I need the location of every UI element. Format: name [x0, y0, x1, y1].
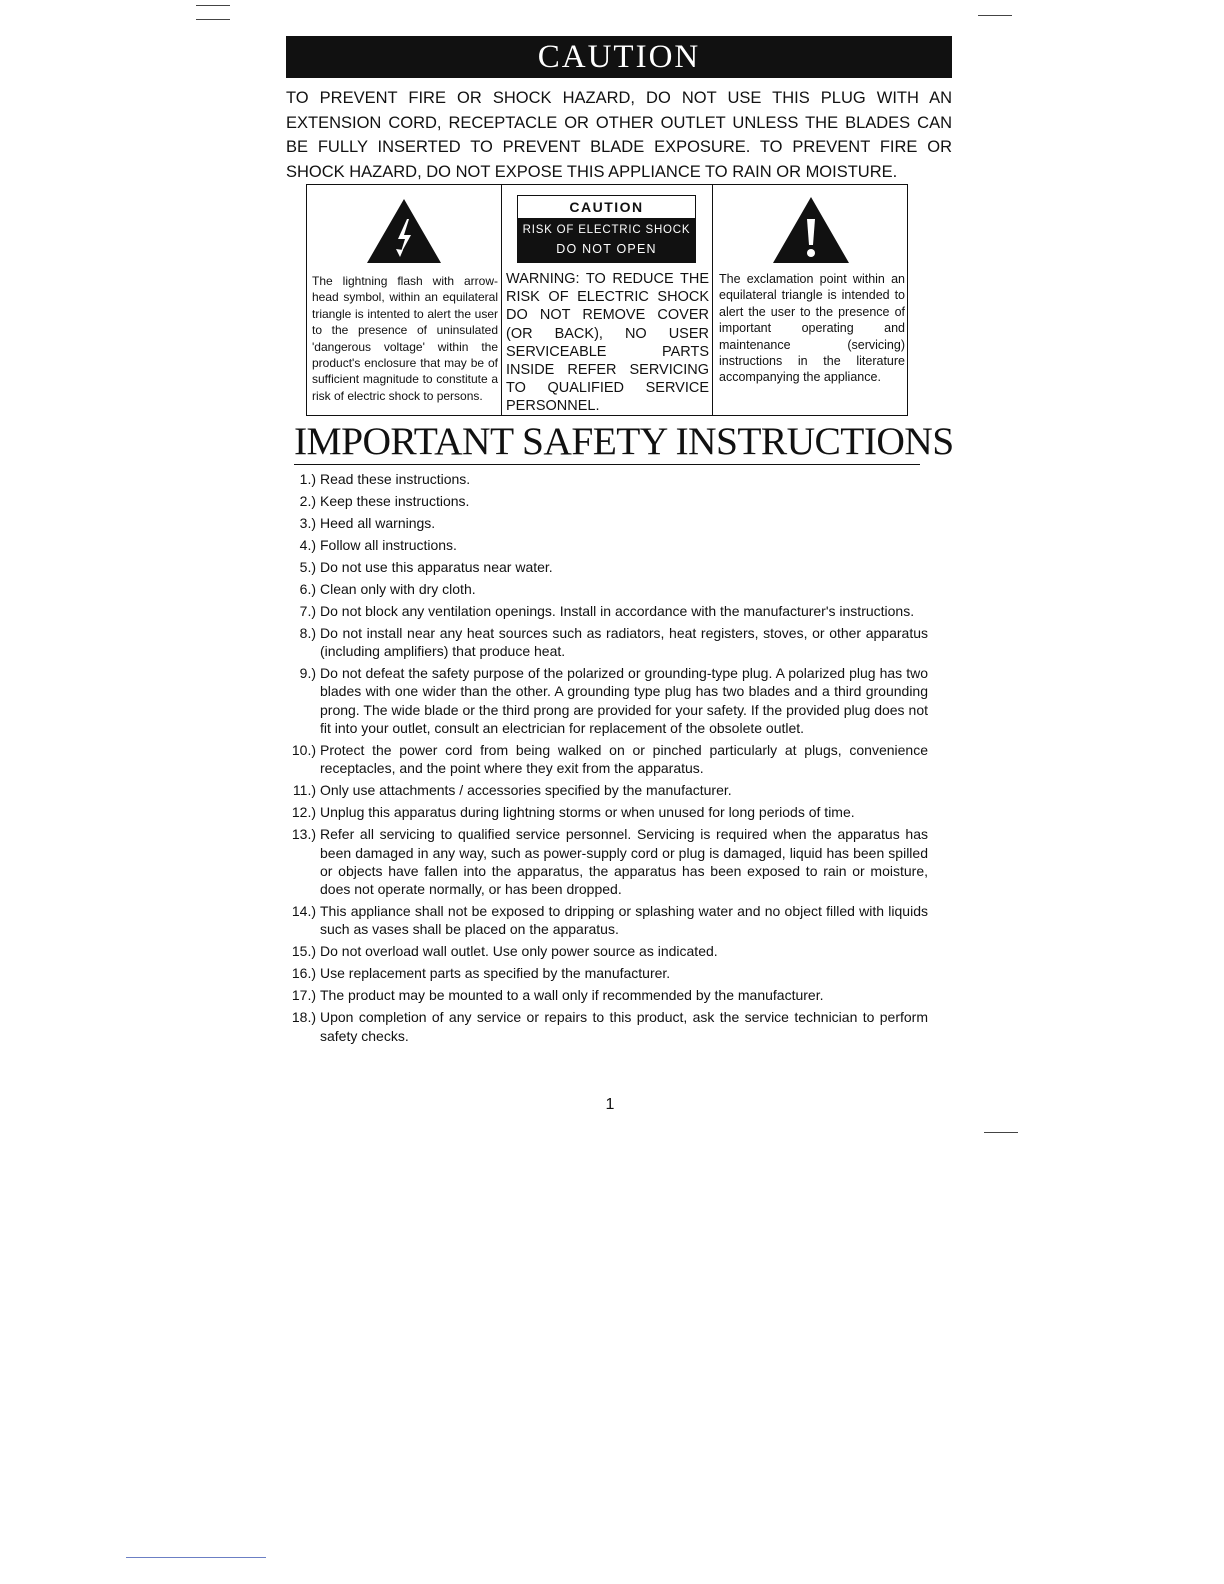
instruction-text: Unplug this apparatus during lightning storms or when unused for long periods of time. [320, 804, 855, 821]
instruction-item [286, 942, 928, 960]
caution-label-line2: DO NOT OPEN [556, 242, 657, 256]
scan-mark [978, 15, 1012, 16]
instruction-text: Refer all servicing to qualified service personnel. Servicing is required when the apparatus has been damaged in any way, such as power-supply cord or plug is damaged, liquid has been spilled or objects have fallen into the apparatus, the apparatus has been exposed to rain or moisture, does not operate normally, or has been dropped. [320, 826, 928, 898]
instruction-item [286, 781, 928, 799]
instruction-item [286, 624, 928, 661]
exclamation-symbol-panel [713, 185, 907, 415]
instruction-text: Keep these instructions. [320, 492, 470, 509]
instruction-text: Protect the power cord from being walked on or pinched particularly at plugs, convenience receptacles, and the point where they exit from the apparatus. [320, 742, 928, 777]
shock-warning-text: WARNING: TO REDUCE THE RISK OF ELECTRIC SHOCK DO NOT REMOVE COVER (OR BACK), NO USER SERVICEABLE PARTS INSIDE REFER SERVICING TO QUALIFIED SERVICE PERSONNEL. [506, 271, 709, 415]
caution-label-line1: RISK OF ELECTRIC SHOCK [522, 224, 691, 236]
instruction-number: 17.) [291, 987, 316, 1004]
instruction-text: Do not install near any heat sources such as radiators, heat registers, stoves, or other apparatus (including amplifiers) that produce heat. [320, 624, 928, 660]
instruction-number: 10.) [291, 742, 316, 759]
instruction-text: The product may be mounted to a wall only if recommended by the manufacturer. [320, 987, 824, 1004]
instruction-number: 16.) [291, 965, 316, 982]
instruction-text: Upon completion of any service or repairs to this product, ask the service technician to perform safety checks. [320, 1009, 928, 1044]
instruction-text: Heed all warnings. [320, 514, 436, 531]
instruction-text: Do not defeat the safety purpose of the polarized or grounding-type plug. A polarized plug has two blades with one wider than the other. A grounding type plug has two blades and a third grounding prong. The wide blade or the third prong are provided for your safety. If the provided plug does not fit into your outlet, consult an electrician for replacement of the obsolete outlet. [320, 665, 928, 737]
instruction-number: 14.) [291, 903, 316, 920]
scan-mark [196, 5, 230, 6]
instruction-number: 13.) [291, 826, 316, 843]
instruction-number: 18.) [291, 1009, 316, 1026]
caution-label-title: CAUTION [569, 199, 644, 215]
instruction-item [286, 803, 928, 821]
warning-paragraph: TO PREVENT FIRE OR SHOCK HAZARD, DO NOT USE THIS PLUG WITH AN EXTENSION CORD, RECEPTACLE OR OTHER OUTLET UNLESS THE BLADES CAN BE FULLY INSERTED TO PREVENT BLADE EXPOSURE. TO PREVENT FIRE OR SHOCK HAZARD, DO NOT EXPOSE THIS APPLIANCE TO RAIN OR MOISTURE. [286, 89, 952, 181]
instruction-text: This appliance shall not be exposed to dripping or splashing water and no object filled with liquids such as vases shall be placed on the apparatus. [320, 903, 928, 938]
instruction-item [286, 986, 928, 1004]
exclamation-warning-triangle-icon [771, 195, 851, 265]
instruction-text: Follow all instructions. [320, 536, 457, 553]
instruction-number: 8.) [299, 624, 316, 641]
instruction-item [286, 580, 928, 598]
caution-label [517, 195, 696, 263]
instruction-item [286, 602, 928, 620]
safety-instructions-list [286, 470, 928, 1049]
instruction-number: 3.) [299, 514, 316, 531]
caution-banner: CAUTION [286, 36, 952, 78]
instruction-number: 15.) [291, 943, 316, 960]
lightning-symbol-description: The lightning flash with arrow-head symbol, within an equilateral triangle is intented to alert the user to the presence of uninsulated 'dangerous voltage' within the product's enclosure that may be of sufficient magnitude to constitute a risk of electric shock to persons. [312, 274, 498, 403]
instruction-number: 2.) [299, 492, 316, 509]
instruction-item [286, 1008, 928, 1045]
instruction-text: Clean only with dry cloth. [320, 580, 476, 597]
instruction-text: Use replacement parts as specified by the manufacturer. [320, 965, 671, 982]
safety-symbols-box [306, 184, 908, 416]
instruction-item [286, 825, 928, 898]
scan-mark [984, 1132, 1018, 1133]
instruction-number: 7.) [299, 602, 316, 619]
page-number: 1 [605, 1096, 615, 1113]
instruction-text: Do not block any ventilation openings. Install in accordance with the manufacturer's instructions. [320, 602, 915, 619]
page-title: IMPORTANT SAFETY INSTRUCTIONS [294, 419, 954, 463]
instruction-item [286, 536, 928, 554]
instruction-text: Only use attachments / accessories specified by the manufacturer. [320, 782, 732, 799]
instruction-number: 5.) [299, 558, 316, 575]
instruction-item [286, 514, 928, 532]
instruction-item [286, 741, 928, 778]
instruction-number: 12.) [291, 804, 316, 821]
lightning-warning-triangle-icon [365, 197, 443, 265]
scan-mark [196, 19, 230, 20]
instruction-number: 11.) [292, 782, 316, 799]
instruction-number: 6.) [299, 580, 316, 597]
instruction-number: 1.) [299, 471, 316, 487]
lightning-symbol-panel [307, 185, 502, 415]
exclamation-symbol-description: The exclamation point within an equilateral triangle is intended to alert the user to the presence of important operating and maintenance (servicing) instructions in the literature accompanying the appliance. [719, 272, 905, 385]
instruction-item [286, 470, 928, 488]
instruction-number: 9.) [299, 665, 316, 682]
scan-mark [126, 1557, 266, 1558]
instruction-number: 4.) [299, 536, 316, 553]
instruction-item [286, 964, 928, 982]
caution-label-warning [518, 218, 695, 262]
instruction-text: Do not use this apparatus near water. [320, 558, 553, 575]
instruction-item [286, 902, 928, 939]
instruction-text: Do not overload wall outlet. Use only power source as indicated. [320, 943, 718, 960]
caution-label-panel [502, 185, 713, 415]
instruction-item [286, 492, 928, 510]
instruction-item [286, 558, 928, 576]
instruction-item [286, 664, 928, 737]
instruction-text: Read these instructions. [320, 471, 471, 487]
